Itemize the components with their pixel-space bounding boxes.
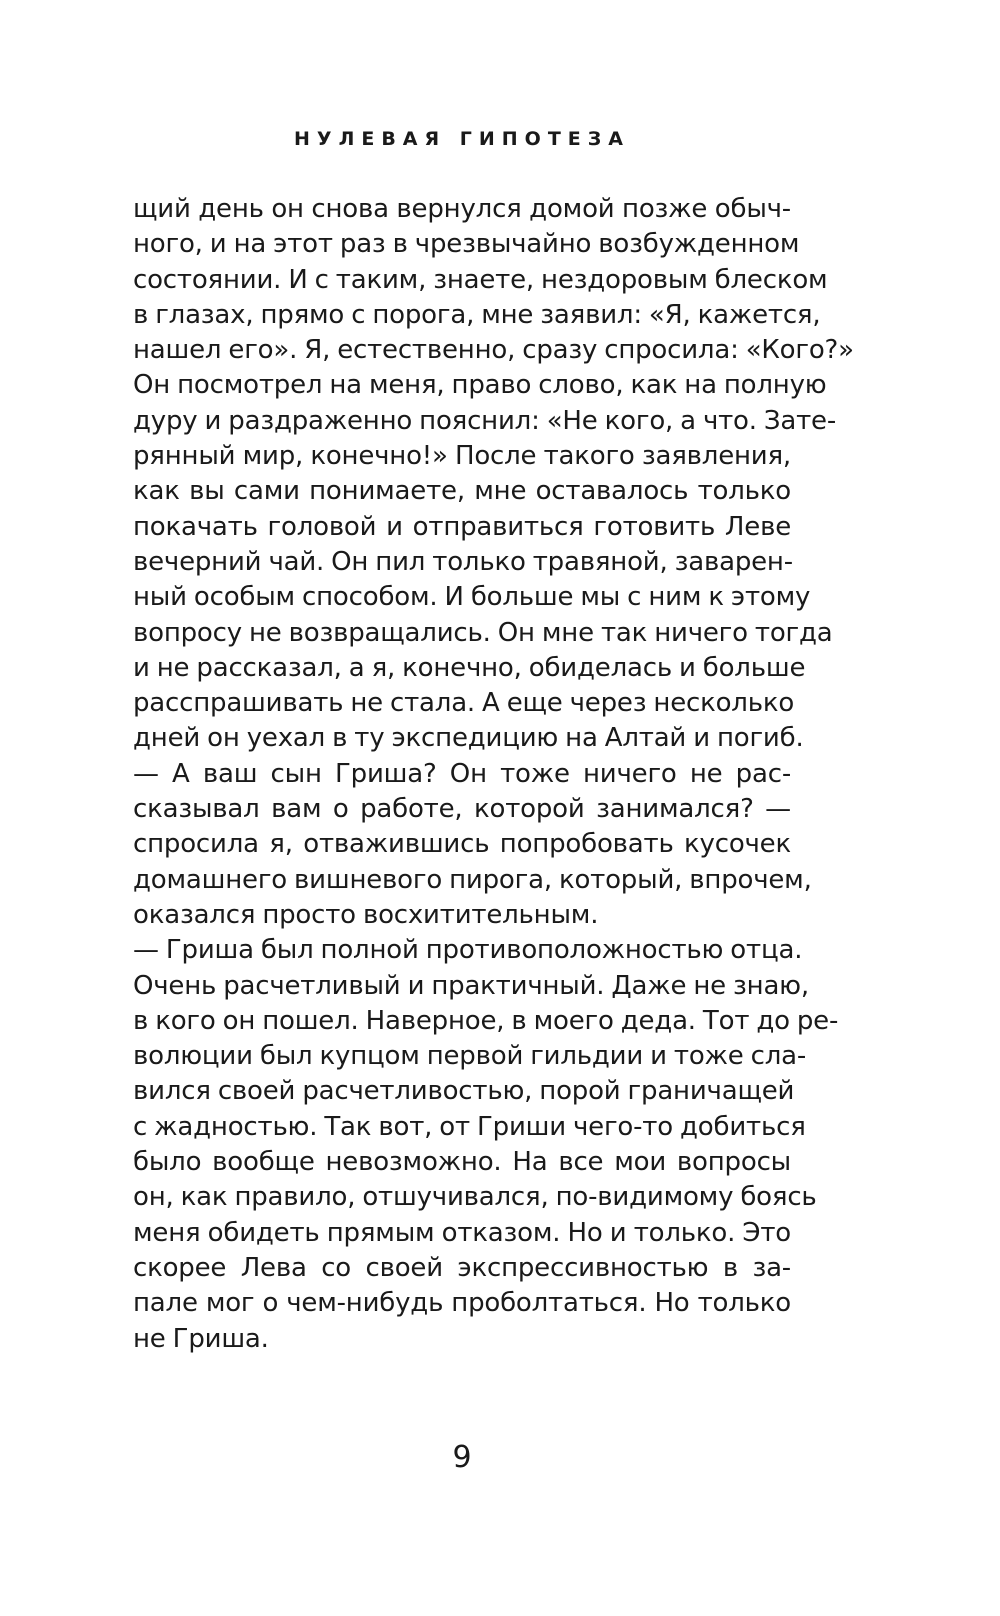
text-line: волюции был купцом первой гильдии и тоже сла- [133,1041,807,1072]
text-line: Он посмотрел на меня, право слово, как на полную [133,370,827,401]
text-line: домашнего вишневого пирога, который, впрочем, [133,864,812,895]
text-line: скорее Лева со своей экспрессивностью в за- [133,1252,791,1283]
text-line: в кого он пошел. Наверное, в моего деда. Тот до ре- [133,1005,839,1036]
text-line: вился своей расчетливостью, порой граничащей [133,1076,795,1107]
text-line: с жадностью. Так вот, от Гриши чего-то добиться [133,1111,806,1142]
text-line: было вообще невозможно. На все мои вопросы [133,1147,791,1178]
text-line: не Гриша. [133,1323,269,1354]
text-line: он, как правило, отшучивался, по-видимому боясь [133,1182,817,1213]
text-line: оказался просто восхитительным. [133,899,599,930]
page-number: 9 [452,1440,472,1475]
text-line: покачать головой и отправиться готовить Леве [133,511,791,542]
running-head: НУЛЕВАЯ ГИПОТЕЗА [294,128,630,150]
text-line: щий день он снова вернулся домой позже обыч- [133,194,791,224]
body-text [133,192,854,1357]
text-line: рянный мир, конечно!» После такого заявления, [133,441,791,472]
text-line: спросила я, отважившись попробовать кусочек [133,829,791,860]
text-line: меня обидеть прямым отказом. Но и только. Это [133,1217,791,1248]
text-line: в глазах, прямо с порога, мне заявил: «Я, кажется, [133,299,821,330]
text-line: Очень расчетливый и практичный. Даже не знаю, [133,970,809,1001]
text-line: как вы сами понимаете, мне оставалось только [133,476,791,507]
text-line: ного, и на этот раз в чрезвычайно возбужденном [133,229,800,260]
text-line: дуру и раздраженно пояснил: «Не кого, а что. Зате- [133,405,837,436]
text-line: — А ваш сын Гриша? Он тоже ничего не рас- [133,758,791,789]
text-line: пале мог о чем-нибудь проболтаться. Но только [133,1288,791,1319]
text-line: и не рассказал, а я, конечно, обиделась и больше [133,652,806,683]
text-line: ный особым способом. И больше мы с ним к этому [133,582,811,613]
text-line: вопросу не возвращались. Он мне так ничего тогда [133,617,833,648]
text-line: нашел его». Я, естественно, сразу спросила: «Кого?» [133,335,854,366]
text-line: расспрашивать не стала. А еще через несколько [133,688,795,719]
text-line: вечерний чай. Он пил только травяной, заварен- [133,546,793,577]
text-line: сказывал вам о работе, которой занимался? — [133,794,791,825]
text-line: дней он уехал в ту экспедицию на Алтай и погиб. [133,723,804,754]
text-line: — Гриша был полной противоположностью отца. [133,935,803,966]
text-line: состоянии. И с таким, знаете, нездоровым блеском [133,264,828,295]
